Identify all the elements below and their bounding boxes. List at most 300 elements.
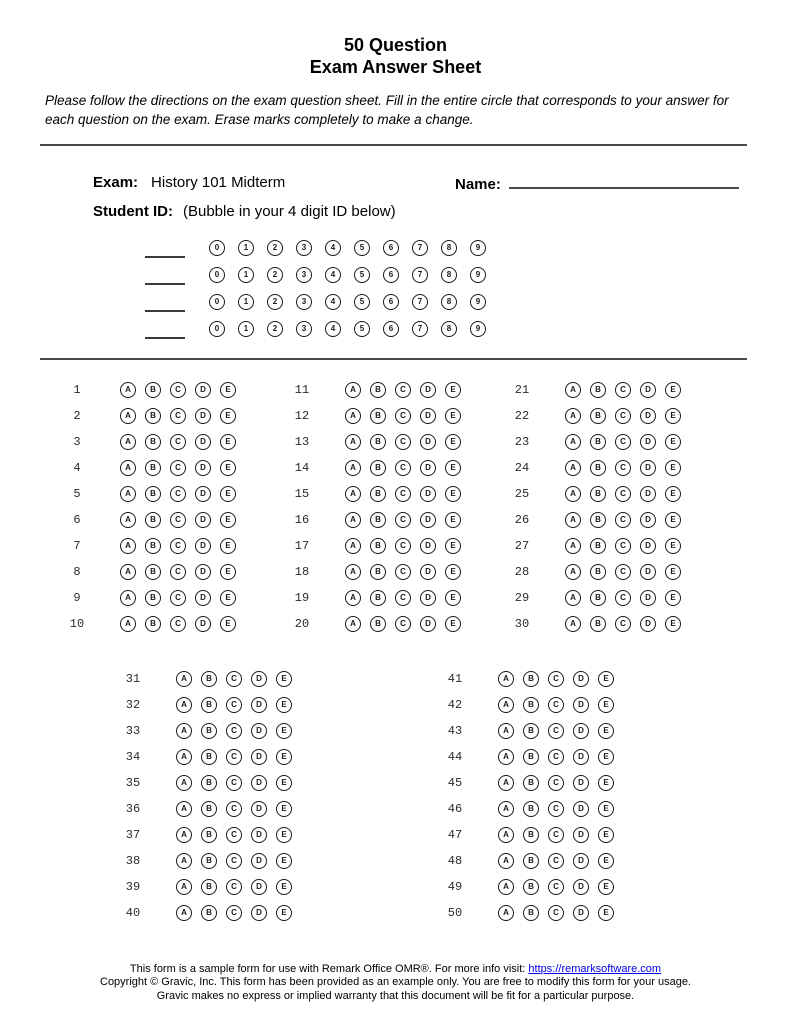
answer-bubble[interactable]: B bbox=[145, 382, 161, 398]
answer-bubble[interactable]: A bbox=[345, 512, 361, 528]
answer-bubble[interactable]: A bbox=[345, 434, 361, 450]
answer-bubble[interactable]: D bbox=[195, 512, 211, 528]
id-write-line[interactable] bbox=[145, 310, 185, 312]
answer-bubble[interactable]: D bbox=[195, 564, 211, 580]
answer-bubble[interactable]: C bbox=[395, 460, 411, 476]
answer-bubble[interactable]: A bbox=[565, 486, 581, 502]
answer-bubble[interactable]: D bbox=[640, 512, 656, 528]
answer-bubble[interactable]: D bbox=[420, 382, 436, 398]
answer-bubble[interactable]: B bbox=[370, 408, 386, 424]
answer-bubble[interactable]: C bbox=[226, 697, 242, 713]
answer-bubble[interactable]: E bbox=[276, 853, 292, 869]
answer-bubble[interactable]: A bbox=[120, 590, 136, 606]
answer-bubble[interactable]: E bbox=[665, 538, 681, 554]
id-write-line[interactable] bbox=[145, 256, 185, 258]
answer-bubble[interactable]: C bbox=[548, 671, 564, 687]
answer-bubble[interactable]: B bbox=[145, 486, 161, 502]
answer-bubble[interactable]: A bbox=[120, 538, 136, 554]
answer-bubble[interactable]: A bbox=[498, 853, 514, 869]
answer-bubble[interactable]: B bbox=[523, 879, 539, 895]
answer-bubble[interactable]: C bbox=[170, 538, 186, 554]
answer-bubble[interactable]: D bbox=[251, 723, 267, 739]
answer-bubble[interactable]: C bbox=[395, 564, 411, 580]
answer-bubble[interactable]: A bbox=[176, 879, 192, 895]
answer-bubble[interactable]: A bbox=[120, 486, 136, 502]
answer-bubble[interactable]: D bbox=[573, 749, 589, 765]
answer-bubble[interactable]: E bbox=[598, 879, 614, 895]
answer-bubble[interactable]: D bbox=[251, 775, 267, 791]
answer-bubble[interactable]: D bbox=[573, 697, 589, 713]
answer-bubble[interactable]: C bbox=[615, 382, 631, 398]
id-digit-bubble[interactable]: 4 bbox=[325, 240, 341, 256]
id-digit-bubble[interactable]: 8 bbox=[441, 240, 457, 256]
answer-bubble[interactable]: D bbox=[251, 879, 267, 895]
answer-bubble[interactable]: D bbox=[251, 905, 267, 921]
answer-bubble[interactable]: A bbox=[565, 460, 581, 476]
answer-bubble[interactable]: E bbox=[276, 723, 292, 739]
answer-bubble[interactable]: A bbox=[120, 434, 136, 450]
answer-bubble[interactable]: D bbox=[251, 671, 267, 687]
answer-bubble[interactable]: B bbox=[370, 382, 386, 398]
answer-bubble[interactable]: D bbox=[640, 590, 656, 606]
id-digit-bubble[interactable]: 8 bbox=[441, 294, 457, 310]
answer-bubble[interactable]: B bbox=[590, 590, 606, 606]
id-digit-bubble[interactable]: 2 bbox=[267, 267, 283, 283]
answer-bubble[interactable]: C bbox=[615, 564, 631, 580]
answer-bubble[interactable]: E bbox=[220, 564, 236, 580]
answer-bubble[interactable]: A bbox=[120, 408, 136, 424]
answer-bubble[interactable]: A bbox=[120, 512, 136, 528]
answer-bubble[interactable]: A bbox=[498, 905, 514, 921]
answer-bubble[interactable]: A bbox=[565, 590, 581, 606]
answer-bubble[interactable]: E bbox=[598, 723, 614, 739]
answer-bubble[interactable]: B bbox=[590, 460, 606, 476]
answer-bubble[interactable]: A bbox=[498, 879, 514, 895]
answer-bubble[interactable]: A bbox=[498, 801, 514, 817]
answer-bubble[interactable]: A bbox=[176, 827, 192, 843]
answer-bubble[interactable]: C bbox=[548, 853, 564, 869]
answer-bubble[interactable]: D bbox=[251, 697, 267, 713]
answer-bubble[interactable]: C bbox=[226, 853, 242, 869]
answer-bubble[interactable]: C bbox=[226, 801, 242, 817]
id-digit-bubble[interactable]: 7 bbox=[412, 294, 428, 310]
answer-bubble[interactable]: E bbox=[276, 827, 292, 843]
answer-bubble[interactable]: A bbox=[345, 408, 361, 424]
answer-bubble[interactable]: A bbox=[120, 616, 136, 632]
id-digit-bubble[interactable]: 7 bbox=[412, 321, 428, 337]
answer-bubble[interactable]: C bbox=[615, 408, 631, 424]
answer-bubble[interactable]: E bbox=[445, 616, 461, 632]
answer-bubble[interactable]: D bbox=[195, 408, 211, 424]
answer-bubble[interactable]: B bbox=[201, 775, 217, 791]
answer-bubble[interactable]: E bbox=[598, 801, 614, 817]
answer-bubble[interactable]: A bbox=[565, 616, 581, 632]
answer-bubble[interactable]: E bbox=[665, 486, 681, 502]
answer-bubble[interactable]: E bbox=[445, 460, 461, 476]
name-write-line[interactable] bbox=[509, 174, 739, 189]
answer-bubble[interactable]: C bbox=[395, 382, 411, 398]
answer-bubble[interactable]: C bbox=[615, 590, 631, 606]
answer-bubble[interactable]: A bbox=[498, 671, 514, 687]
answer-bubble[interactable]: A bbox=[345, 564, 361, 580]
question-number: 27 bbox=[514, 539, 530, 553]
answer-bubble[interactable]: B bbox=[201, 723, 217, 739]
id-digit-bubble[interactable]: 3 bbox=[296, 294, 312, 310]
answer-bubble[interactable]: C bbox=[395, 408, 411, 424]
answer-bubble[interactable]: C bbox=[170, 564, 186, 580]
answer-bubble[interactable]: E bbox=[220, 460, 236, 476]
answer-bubble[interactable]: B bbox=[590, 382, 606, 398]
answer-bubble[interactable]: D bbox=[640, 460, 656, 476]
answer-bubble[interactable]: B bbox=[523, 775, 539, 791]
question-number: 36 bbox=[125, 802, 141, 816]
answer-bubble[interactable]: B bbox=[201, 671, 217, 687]
answer-bubble[interactable]: C bbox=[226, 749, 242, 765]
answer-bubble[interactable]: E bbox=[598, 697, 614, 713]
answer-bubble[interactable]: B bbox=[145, 590, 161, 606]
answer-bubble[interactable]: D bbox=[640, 408, 656, 424]
answer-bubble[interactable]: A bbox=[565, 512, 581, 528]
answer-bubble[interactable]: B bbox=[201, 879, 217, 895]
answer-bubble[interactable]: E bbox=[445, 408, 461, 424]
id-digit-bubble[interactable]: 2 bbox=[267, 240, 283, 256]
id-digit-bubble[interactable]: 4 bbox=[325, 267, 341, 283]
answer-bubble[interactable]: D bbox=[195, 590, 211, 606]
answer-bubble[interactable]: C bbox=[615, 538, 631, 554]
answer-bubble[interactable]: E bbox=[665, 590, 681, 606]
answer-bubble[interactable]: B bbox=[523, 853, 539, 869]
answer-bubble[interactable]: A bbox=[120, 460, 136, 476]
answer-bubble[interactable]: E bbox=[665, 616, 681, 632]
answer-bubble[interactable]: C bbox=[615, 486, 631, 502]
answer-bubble[interactable]: B bbox=[145, 512, 161, 528]
question-row bbox=[118, 666, 292, 692]
answer-bubble[interactable]: D bbox=[195, 486, 211, 502]
answer-bubble[interactable]: D bbox=[640, 382, 656, 398]
answer-bubble[interactable]: A bbox=[565, 408, 581, 424]
id-digit-bubble[interactable]: 9 bbox=[470, 294, 486, 310]
answer-bubble[interactable]: B bbox=[370, 512, 386, 528]
answer-bubble[interactable]: B bbox=[201, 827, 217, 843]
answer-bubble[interactable]: B bbox=[523, 749, 539, 765]
answer-bubble[interactable]: E bbox=[445, 382, 461, 398]
answer-bubble[interactable]: C bbox=[615, 434, 631, 450]
answer-bubble[interactable]: C bbox=[226, 723, 242, 739]
answer-bubble[interactable]: A bbox=[498, 827, 514, 843]
answer-bubble[interactable]: A bbox=[498, 723, 514, 739]
id-digit-bubble[interactable]: 1 bbox=[238, 321, 254, 337]
answer-bubble[interactable]: B bbox=[523, 801, 539, 817]
answer-bubble[interactable]: B bbox=[370, 590, 386, 606]
answer-bubble[interactable]: A bbox=[345, 538, 361, 554]
answer-bubble[interactable]: B bbox=[370, 538, 386, 554]
answer-bubble[interactable]: A bbox=[345, 590, 361, 606]
answer-bubble[interactable]: C bbox=[170, 616, 186, 632]
id-digit-bubble[interactable]: 2 bbox=[267, 294, 283, 310]
answer-bubble[interactable]: C bbox=[395, 512, 411, 528]
id-digit-bubble[interactable]: 6 bbox=[383, 294, 399, 310]
id-digit-bubble[interactable]: 0 bbox=[209, 240, 225, 256]
id-digit-bubble[interactable]: 4 bbox=[325, 294, 341, 310]
answer-bubble[interactable]: D bbox=[573, 801, 589, 817]
answer-bubble[interactable]: D bbox=[573, 723, 589, 739]
answer-bubble[interactable]: E bbox=[445, 486, 461, 502]
answer-bubble[interactable]: E bbox=[665, 564, 681, 580]
answer-bubble[interactable]: E bbox=[598, 905, 614, 921]
answer-bubble[interactable]: E bbox=[598, 671, 614, 687]
answer-bubble[interactable]: D bbox=[420, 460, 436, 476]
answer-bubble[interactable]: A bbox=[120, 382, 136, 398]
answer-bubble[interactable]: A bbox=[176, 905, 192, 921]
answer-bubble[interactable]: C bbox=[170, 434, 186, 450]
id-digit-bubble[interactable]: 3 bbox=[296, 267, 312, 283]
answer-bubble[interactable]: E bbox=[220, 590, 236, 606]
id-digit-bubble[interactable]: 2 bbox=[267, 321, 283, 337]
answer-bubble[interactable]: A bbox=[176, 775, 192, 791]
answer-bubble[interactable]: C bbox=[548, 827, 564, 843]
answer-bubble[interactable]: C bbox=[170, 486, 186, 502]
id-digit-bubble[interactable]: 4 bbox=[325, 321, 341, 337]
id-digit-bubble[interactable]: 6 bbox=[383, 321, 399, 337]
answer-bubble[interactable]: B bbox=[590, 564, 606, 580]
answer-bubble[interactable]: A bbox=[345, 616, 361, 632]
answer-bubble[interactable]: C bbox=[170, 512, 186, 528]
answer-bubble[interactable]: E bbox=[220, 512, 236, 528]
answer-bubble[interactable]: A bbox=[176, 671, 192, 687]
answer-bubble[interactable]: C bbox=[548, 723, 564, 739]
answer-bubble[interactable]: A bbox=[565, 434, 581, 450]
answer-bubble[interactable]: B bbox=[145, 460, 161, 476]
answer-bubble[interactable]: D bbox=[640, 486, 656, 502]
id-digit-bubble[interactable]: 5 bbox=[354, 240, 370, 256]
answer-bubble[interactable]: E bbox=[220, 408, 236, 424]
answer-bubble[interactable]: B bbox=[523, 697, 539, 713]
answer-bubble[interactable]: B bbox=[590, 512, 606, 528]
id-digit-bubble[interactable]: 5 bbox=[354, 294, 370, 310]
id-digit-bubble[interactable]: 5 bbox=[354, 321, 370, 337]
answer-bubble[interactable]: E bbox=[220, 616, 236, 632]
id-digit-bubble[interactable]: 0 bbox=[209, 321, 225, 337]
answer-bubble[interactable]: E bbox=[276, 801, 292, 817]
id-write-line[interactable] bbox=[145, 337, 185, 339]
answer-bubble[interactable]: C bbox=[226, 671, 242, 687]
answer-bubble[interactable]: B bbox=[370, 564, 386, 580]
answer-bubble[interactable]: B bbox=[523, 723, 539, 739]
answer-bubble[interactable]: B bbox=[523, 827, 539, 843]
answer-bubble[interactable]: E bbox=[665, 408, 681, 424]
id-digit-bubble[interactable]: 1 bbox=[238, 267, 254, 283]
answer-bubble[interactable]: C bbox=[226, 905, 242, 921]
answer-bubble[interactable]: B bbox=[145, 616, 161, 632]
id-digit-bubble[interactable]: 3 bbox=[296, 240, 312, 256]
id-digit-bubble[interactable]: 3 bbox=[296, 321, 312, 337]
answer-bubble[interactable]: C bbox=[615, 616, 631, 632]
id-digit-bubble[interactable]: 0 bbox=[209, 267, 225, 283]
id-write-line[interactable] bbox=[145, 283, 185, 285]
answer-bubble[interactable]: D bbox=[195, 434, 211, 450]
id-digit-bubble[interactable]: 8 bbox=[441, 267, 457, 283]
answer-bubble[interactable]: B bbox=[201, 905, 217, 921]
answer-bubble[interactable]: E bbox=[598, 827, 614, 843]
answer-bubble[interactable]: E bbox=[220, 486, 236, 502]
answer-bubble[interactable]: E bbox=[276, 697, 292, 713]
answer-bubble[interactable]: C bbox=[170, 382, 186, 398]
answer-bubble[interactable]: C bbox=[548, 801, 564, 817]
answer-bubble[interactable]: A bbox=[345, 486, 361, 502]
answer-bubble[interactable]: C bbox=[548, 905, 564, 921]
answer-bubble[interactable]: A bbox=[498, 749, 514, 765]
answer-bubble[interactable]: E bbox=[598, 853, 614, 869]
answer-bubble[interactable]: A bbox=[176, 749, 192, 765]
answer-bubble[interactable]: A bbox=[345, 382, 361, 398]
footer-link[interactable]: https://remarksoftware.com bbox=[528, 963, 662, 975]
answer-bubble[interactable]: B bbox=[145, 434, 161, 450]
answer-bubble[interactable]: D bbox=[573, 879, 589, 895]
answer-bubble[interactable]: B bbox=[370, 434, 386, 450]
answer-bubble[interactable]: A bbox=[176, 697, 192, 713]
answer-bubble[interactable]: E bbox=[445, 590, 461, 606]
answer-bubble[interactable]: B bbox=[590, 408, 606, 424]
answer-bubble[interactable]: B bbox=[145, 408, 161, 424]
answer-bubble[interactable]: B bbox=[590, 486, 606, 502]
answer-bubble[interactable]: A bbox=[345, 460, 361, 476]
answer-bubble[interactable]: E bbox=[276, 905, 292, 921]
answer-bubble[interactable]: D bbox=[251, 827, 267, 843]
answer-bubble[interactable]: C bbox=[615, 460, 631, 476]
answer-bubble[interactable]: D bbox=[573, 853, 589, 869]
answer-bubble[interactable]: E bbox=[276, 671, 292, 687]
answer-bubble[interactable]: D bbox=[420, 512, 436, 528]
id-digit-bubble[interactable]: 1 bbox=[238, 240, 254, 256]
answer-bubble[interactable]: C bbox=[395, 538, 411, 554]
answer-bubble[interactable]: D bbox=[420, 616, 436, 632]
id-digit-bubble[interactable]: 5 bbox=[354, 267, 370, 283]
answer-bubble[interactable]: C bbox=[226, 879, 242, 895]
answer-bubble[interactable]: A bbox=[176, 723, 192, 739]
answer-bubble[interactable]: B bbox=[523, 905, 539, 921]
id-digit-bubble[interactable]: 1 bbox=[238, 294, 254, 310]
id-digit-bubble[interactable]: 7 bbox=[412, 267, 428, 283]
answer-bubble[interactable]: C bbox=[395, 434, 411, 450]
answer-bubble[interactable]: D bbox=[251, 801, 267, 817]
answer-bubble[interactable]: A bbox=[498, 697, 514, 713]
answer-bubble[interactable]: D bbox=[195, 616, 211, 632]
answer-bubble[interactable]: D bbox=[640, 538, 656, 554]
answer-bubble[interactable]: C bbox=[170, 590, 186, 606]
answer-bubble[interactable]: C bbox=[226, 775, 242, 791]
answer-bubble[interactable]: C bbox=[548, 775, 564, 791]
answer-bubble[interactable]: E bbox=[220, 382, 236, 398]
answer-bubble[interactable]: E bbox=[220, 434, 236, 450]
answer-bubble[interactable]: B bbox=[145, 564, 161, 580]
answer-bubble[interactable]: D bbox=[573, 671, 589, 687]
answer-bubble[interactable]: C bbox=[395, 486, 411, 502]
answer-bubble[interactable]: B bbox=[370, 460, 386, 476]
answer-bubble[interactable]: E bbox=[665, 382, 681, 398]
answer-bubble[interactable]: E bbox=[445, 512, 461, 528]
answer-bubble[interactable]: B bbox=[201, 801, 217, 817]
answer-bubble[interactable]: A bbox=[498, 775, 514, 791]
answer-bubble[interactable]: E bbox=[445, 538, 461, 554]
answer-bubble[interactable]: B bbox=[201, 749, 217, 765]
answer-bubble[interactable]: D bbox=[420, 538, 436, 554]
answer-bubble[interactable]: E bbox=[220, 538, 236, 554]
question-row bbox=[118, 900, 292, 926]
answer-bubble[interactable]: B bbox=[590, 616, 606, 632]
answer-bubble[interactable]: D bbox=[573, 905, 589, 921]
answer-bubble[interactable]: C bbox=[226, 827, 242, 843]
id-digit-bubble[interactable]: 0 bbox=[209, 294, 225, 310]
answer-bubble[interactable]: D bbox=[640, 564, 656, 580]
answer-bubble[interactable]: C bbox=[395, 590, 411, 606]
answer-bubble[interactable]: D bbox=[420, 590, 436, 606]
answer-bubble[interactable]: A bbox=[565, 382, 581, 398]
answer-bubble[interactable]: C bbox=[395, 616, 411, 632]
answer-bubble[interactable]: A bbox=[176, 801, 192, 817]
answer-bubble[interactable]: B bbox=[370, 616, 386, 632]
id-digit-bubble[interactable]: 9 bbox=[470, 240, 486, 256]
answer-bubble[interactable]: D bbox=[420, 564, 436, 580]
id-digit-bubble[interactable]: 7 bbox=[412, 240, 428, 256]
answer-bubble[interactable]: B bbox=[590, 434, 606, 450]
answer-bubble[interactable]: C bbox=[548, 879, 564, 895]
answer-bubble[interactable]: C bbox=[548, 697, 564, 713]
answer-bubble[interactable]: B bbox=[145, 538, 161, 554]
answer-bubble[interactable]: E bbox=[598, 749, 614, 765]
id-digit-bubble[interactable]: 6 bbox=[383, 267, 399, 283]
answer-bubble[interactable]: B bbox=[370, 486, 386, 502]
id-digit-bubble[interactable]: 9 bbox=[470, 267, 486, 283]
answer-bubble[interactable]: D bbox=[420, 434, 436, 450]
answer-bubble[interactable]: D bbox=[251, 749, 267, 765]
answer-bubble[interactable]: D bbox=[420, 408, 436, 424]
answer-bubble[interactable]: C bbox=[170, 460, 186, 476]
answer-bubble[interactable]: D bbox=[251, 853, 267, 869]
answer-bubble[interactable]: E bbox=[665, 434, 681, 450]
answer-bubble[interactable]: D bbox=[195, 538, 211, 554]
answer-bubble[interactable]: C bbox=[170, 408, 186, 424]
answer-bubble[interactable]: D bbox=[195, 460, 211, 476]
answer-bubble[interactable]: B bbox=[590, 538, 606, 554]
answer-bubble[interactable]: B bbox=[523, 671, 539, 687]
answer-bubble[interactable]: E bbox=[665, 512, 681, 528]
answer-bubble[interactable]: B bbox=[201, 853, 217, 869]
answer-bubble[interactable]: E bbox=[445, 564, 461, 580]
answer-bubble[interactable]: D bbox=[195, 382, 211, 398]
answer-bubble[interactable]: E bbox=[276, 749, 292, 765]
answer-bubble[interactable]: D bbox=[420, 486, 436, 502]
answer-bubble[interactable]: A bbox=[176, 853, 192, 869]
answer-bubble[interactable]: E bbox=[276, 879, 292, 895]
answer-bubble[interactable]: E bbox=[665, 460, 681, 476]
answer-bubble[interactable]: D bbox=[573, 775, 589, 791]
answer-bubble[interactable]: A bbox=[120, 564, 136, 580]
answer-bubble[interactable]: D bbox=[573, 827, 589, 843]
answer-bubble[interactable]: A bbox=[565, 538, 581, 554]
id-digit-bubble[interactable]: 8 bbox=[441, 321, 457, 337]
answer-bubble[interactable]: E bbox=[276, 775, 292, 791]
answer-bubble[interactable]: C bbox=[548, 749, 564, 765]
answer-bubble[interactable]: E bbox=[598, 775, 614, 791]
answer-bubble[interactable]: A bbox=[565, 564, 581, 580]
answer-bubble[interactable]: D bbox=[640, 616, 656, 632]
answer-bubble[interactable]: D bbox=[640, 434, 656, 450]
answer-bubble[interactable]: B bbox=[201, 697, 217, 713]
answer-bubble[interactable]: C bbox=[615, 512, 631, 528]
id-digit-bubble[interactable]: 9 bbox=[470, 321, 486, 337]
id-digit-bubble[interactable]: 6 bbox=[383, 240, 399, 256]
answer-bubble[interactable]: E bbox=[445, 434, 461, 450]
